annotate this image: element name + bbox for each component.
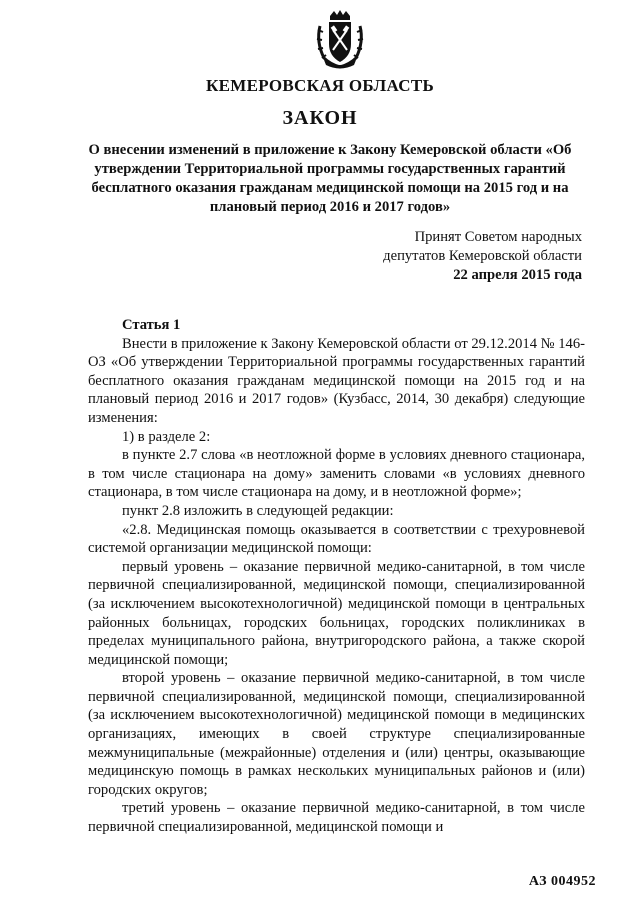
law-subject: О внесении изменений в приложение к Закону Кемеровской области «Об утверждении Территориальной программы государственных гарантий бесплатного оказания гражданам медицинской помощи на 2015 год и на плановый период 2016 и 2017 годов» — [88, 142, 572, 215]
adoption-date: 22 апреля 2015 года — [453, 267, 582, 283]
adoption-line-2: депутатов Кемеровской области — [383, 248, 582, 264]
paragraph: первый уровень – оказание первичной медико-санитарной, в том числе первичной специализированной, медицинской помощи, специализированной (за исключением высокотехнологичной) медицинской помощи в центральных районных больницах, городских больницах, городских поликлиниках в пределах муниципального района, внутригородского района, а также скорой медицинской помощи; — [88, 558, 585, 668]
adoption-block — [383, 228, 582, 285]
document-serial-number: АЗ 004952 — [528, 874, 596, 889]
paragraph: Внести в приложение к Закону Кемеровской области от 29.12.2014 № 146-ОЗ «Об утверждении Территориальной программы государственных гарантий бесплатного оказания гражданам медицинской помощи на 2015 год и на плановый период 2016 и 2017 годов» (Кузбасс, 2014, 30 декабря) следующие изменения: — [88, 335, 585, 426]
paragraph: «2.8. Медицинская помощь оказывается в соответствии с трехуровневой системой организации медицинской помощи: — [88, 521, 585, 557]
article-heading: Статья 1 — [122, 317, 181, 333]
paragraph: 1) в разделе 2: — [122, 428, 211, 445]
region-title: КЕМЕРОВСКАЯ ОБЛАСТЬ — [206, 76, 434, 95]
paragraph: третий уровень – оказание первичной медико-санитарной, в том числе первичной специализированной, медицинской помощи и — [88, 800, 585, 836]
paragraph: пункт 2.8 изложить в следующей редакции: — [122, 502, 394, 519]
coat-of-arms-icon — [314, 10, 366, 70]
paragraph: в пункте 2.7 слова «в неотложной форме в условиях дневного стационара, в том числе стационара на дому» заменить словами «в условиях дневного стационара, в том числе стационара на дому, и в неотложной форме»; — [88, 447, 585, 501]
article-body — [88, 316, 585, 837]
paragraph: второй уровень – оказание первичной медико-санитарной, в том числе первичной специализированной, медицинской помощи, специализированной (за исключением высокотехнологичной) медицинской помощи в медицинских организациях, имеющих в своей структуре специализированные межмуниципальные (межрайонные) отделения и (или) центры, оказывающие медицинскую помощь в рамках нескольких муниципальных районов и (или) городских округов; — [88, 670, 585, 798]
adoption-line-1: Принят Советом народных — [414, 229, 582, 245]
document-type-title: ЗАКОН — [282, 107, 358, 129]
